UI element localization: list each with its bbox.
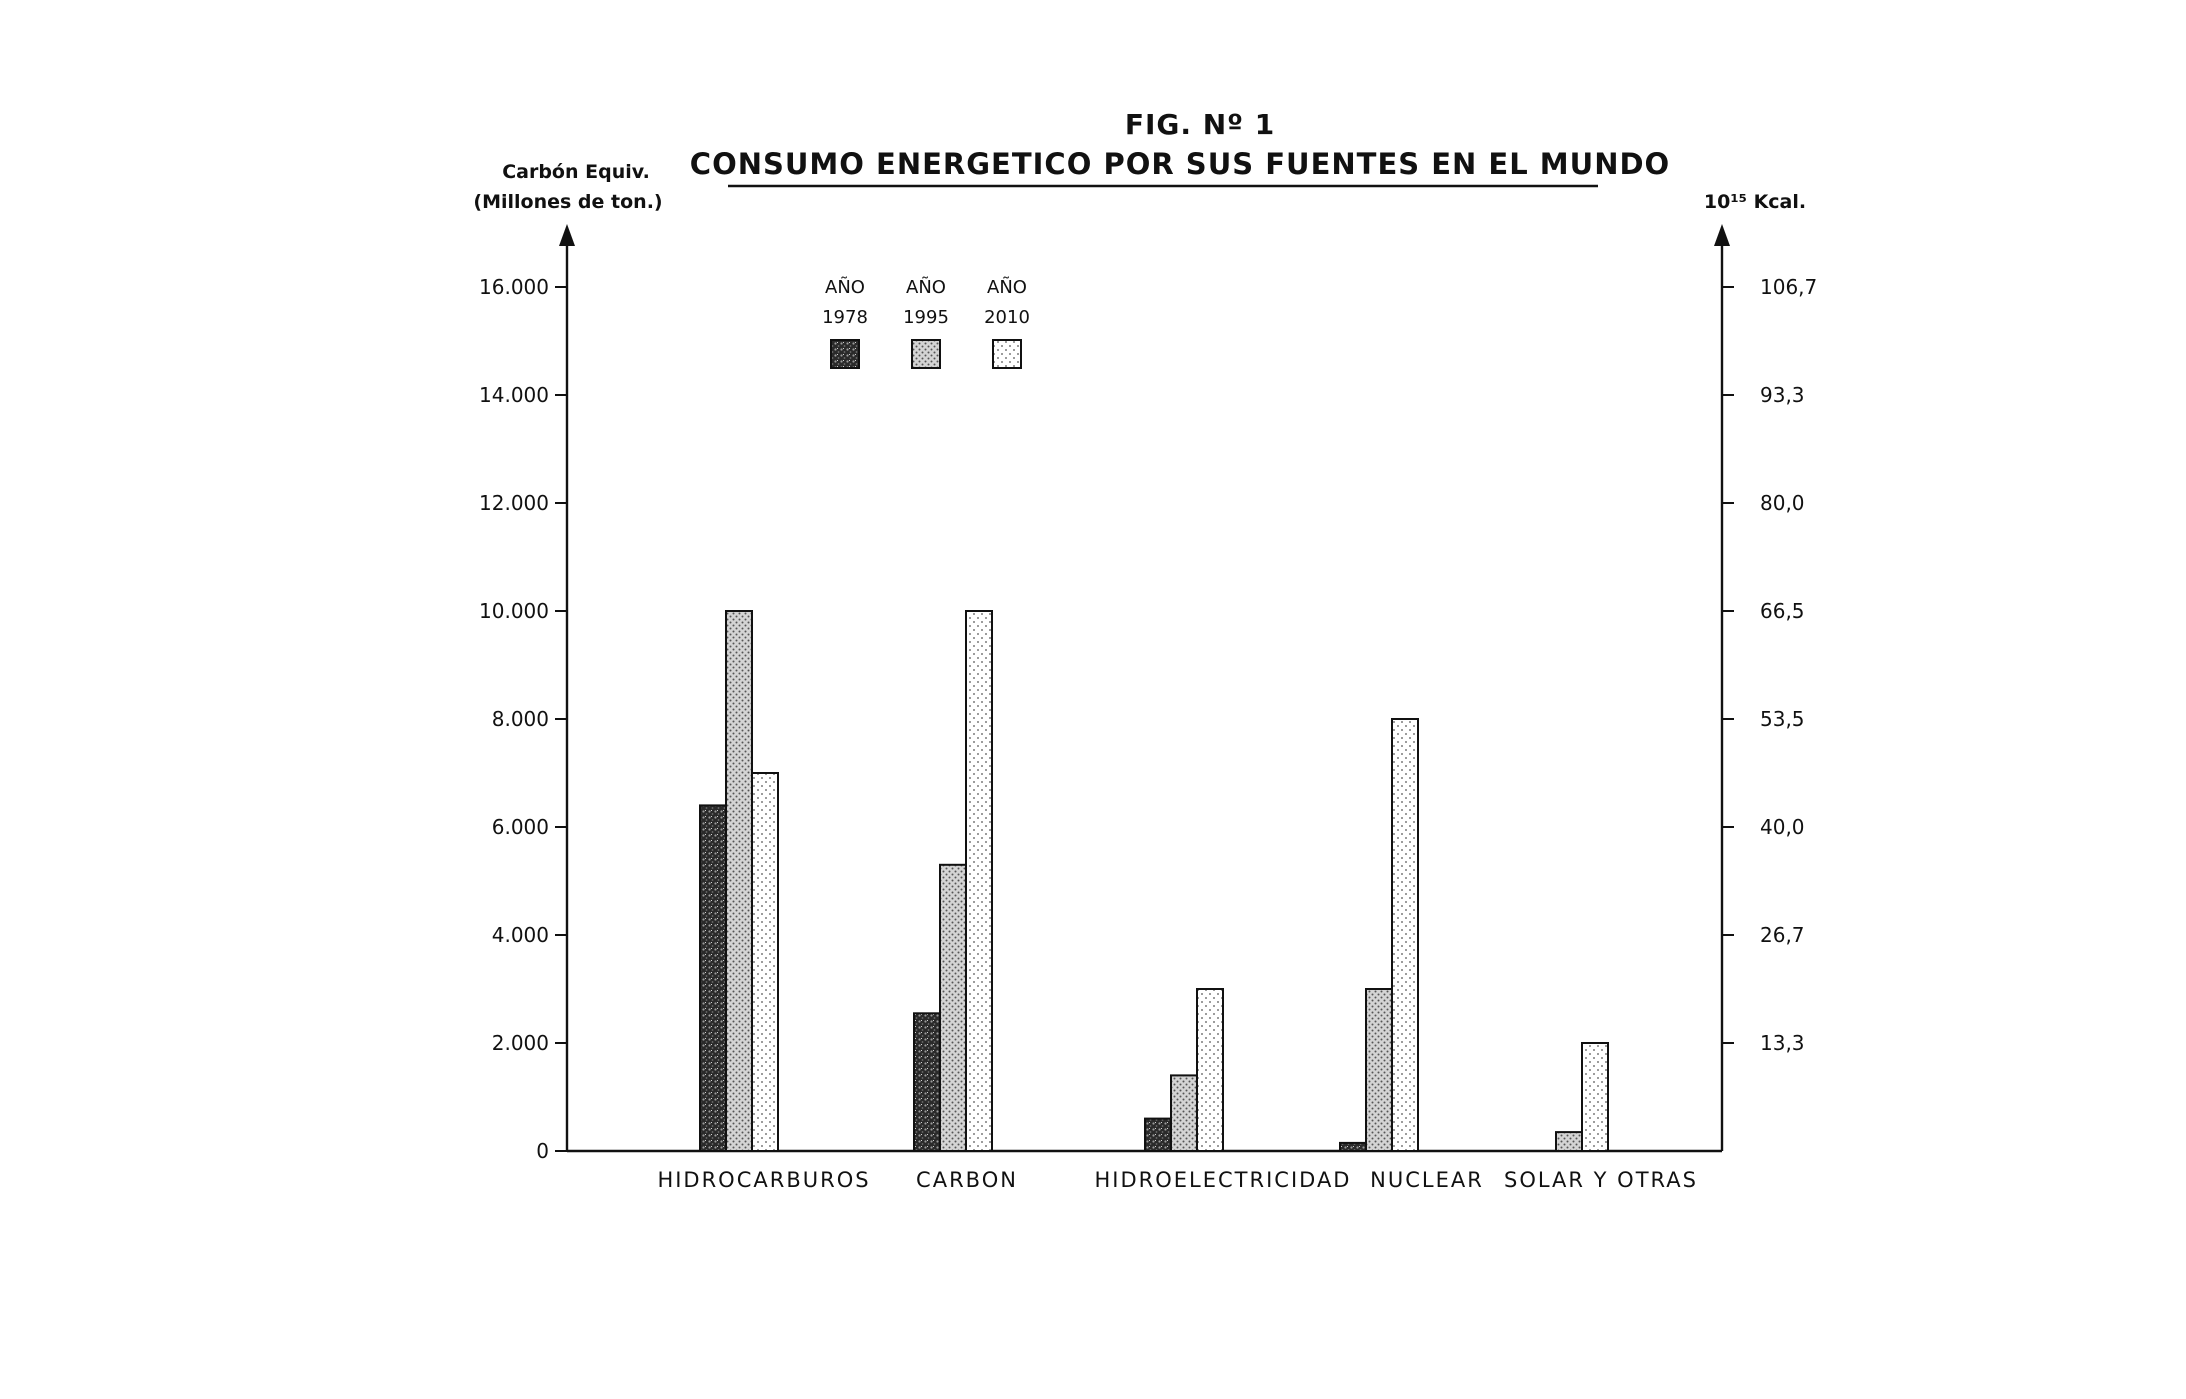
bar-solar-y-otras-2010 bbox=[1582, 1043, 1608, 1151]
bar-hidroelectricidad-1978 bbox=[1145, 1119, 1171, 1151]
bar-solar-y-otras-1995 bbox=[1556, 1132, 1582, 1151]
legend-label-line-2: 1978 bbox=[822, 307, 868, 328]
legend-label-line-2: 2010 bbox=[984, 307, 1030, 328]
right-tick-label: 26,7 bbox=[1760, 923, 1805, 947]
bar-nuclear-2010 bbox=[1392, 719, 1418, 1151]
legend-label-line-1: AÑO bbox=[987, 277, 1027, 298]
legend-swatch bbox=[993, 340, 1021, 368]
left-tick-label: 2.000 bbox=[491, 1031, 549, 1055]
legend-swatch bbox=[831, 340, 859, 368]
bar-hidroelectricidad-1995 bbox=[1171, 1075, 1197, 1151]
bar-carbon-2010 bbox=[966, 611, 992, 1151]
category-label: SOLAR Y OTRAS bbox=[1504, 1168, 1698, 1192]
category-labels bbox=[657, 1168, 1698, 1192]
right-tick-label: 93,3 bbox=[1760, 383, 1805, 407]
right-axis-label: 10¹⁵ Kcal. bbox=[1703, 191, 1807, 213]
bar-nuclear-1995 bbox=[1366, 989, 1392, 1151]
left-tick-label: 10.000 bbox=[479, 599, 549, 623]
category-label: NUCLEAR bbox=[1370, 1168, 1484, 1192]
bar-hidrocarburos-2010 bbox=[752, 773, 778, 1151]
legend-swatch bbox=[912, 340, 940, 368]
bars-group bbox=[700, 611, 1608, 1151]
bar-nuclear-1978 bbox=[1340, 1143, 1366, 1151]
right-axis-arrow-icon bbox=[1714, 224, 1730, 246]
category-label: CARBON bbox=[916, 1168, 1018, 1192]
left-tick-label: 14.000 bbox=[479, 383, 549, 407]
left-axis-arrow-icon bbox=[559, 224, 575, 246]
left-tick-label: 4.000 bbox=[491, 923, 549, 947]
left-axis-label-line-1: Carbón Equiv. bbox=[502, 161, 650, 183]
legend-label-line-1: AÑO bbox=[825, 277, 865, 298]
legend-label-line-2: 1995 bbox=[903, 307, 949, 328]
bar-hidrocarburos-1995 bbox=[726, 611, 752, 1151]
right-tick-label: 80,0 bbox=[1760, 491, 1805, 515]
bar-carbon-1995 bbox=[940, 865, 966, 1151]
legend bbox=[822, 276, 1030, 368]
bar-hidrocarburos-1978 bbox=[700, 805, 726, 1151]
chart-title: CONSUMO ENERGETICO POR SUS FUENTES EN EL MUNDO bbox=[689, 147, 1671, 181]
right-tick-label: 106,7 bbox=[1760, 275, 1818, 299]
bar-hidroelectricidad-2010 bbox=[1197, 989, 1223, 1151]
left-tick-label: 16.000 bbox=[479, 275, 549, 299]
right-tick-label: 13,3 bbox=[1760, 1031, 1805, 1055]
figure-number: FIG. Nº 1 bbox=[1124, 108, 1276, 141]
left-tick-label: 12.000 bbox=[479, 491, 549, 515]
category-label: HIDROCARBUROS bbox=[657, 1168, 871, 1192]
left-axis-ticks bbox=[479, 275, 567, 1163]
legend-label-line-1: AÑO bbox=[906, 277, 946, 298]
category-label: HIDROELECTRICIDAD bbox=[1094, 1168, 1352, 1192]
left-tick-label: 6.000 bbox=[491, 815, 549, 839]
right-tick-label: 40,0 bbox=[1760, 815, 1805, 839]
right-axis-ticks bbox=[1722, 275, 1817, 1055]
left-tick-label: 8.000 bbox=[491, 707, 549, 731]
left-axis-label-line-2: (Millones de ton.) bbox=[473, 191, 663, 213]
bar-carbon-1978 bbox=[914, 1013, 940, 1151]
right-tick-label: 66,5 bbox=[1760, 599, 1805, 623]
left-tick-label: 0 bbox=[536, 1139, 549, 1163]
right-tick-label: 53,5 bbox=[1760, 707, 1805, 731]
